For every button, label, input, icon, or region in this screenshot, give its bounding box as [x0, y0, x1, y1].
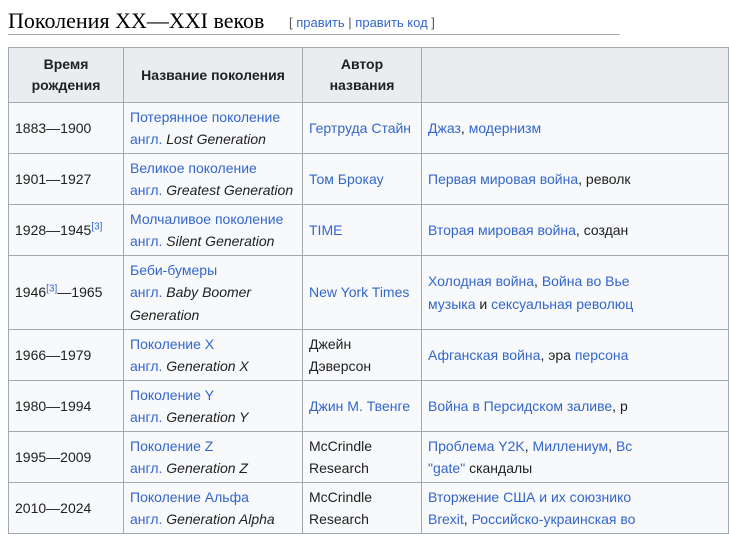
cell-years: 1980—1994	[9, 381, 124, 432]
event-link[interactable]: Проблема Y2K	[428, 437, 525, 454]
footnote-ref[interactable]: [3]	[91, 221, 103, 233]
event-link[interactable]: Вторжение США и их союзнико	[428, 488, 632, 505]
cell-events: Вторжение США и их союзнико Brexit, Российско-украинская во	[422, 483, 729, 534]
cell-years: 1995—2009	[9, 432, 124, 483]
cell-years: 1901—1927	[9, 154, 124, 205]
author-link[interactable]: TIME	[309, 221, 343, 238]
cell-author	[303, 483, 422, 534]
header-generation-name[interactable]: Название поколения	[124, 48, 303, 103]
english-abbr-link[interactable]: англ.	[130, 511, 163, 527]
author-line2: Research	[309, 511, 369, 527]
event-link[interactable]: Джаз	[428, 119, 461, 136]
header-author-line2: названия	[329, 77, 395, 93]
cell-years: 1883—1900	[9, 103, 124, 154]
event-link[interactable]: Миллениум	[532, 437, 609, 454]
english-name: англ. Lost Generation	[130, 131, 266, 147]
author-link[interactable]: Гертруда Стайн	[309, 119, 412, 136]
cell-author	[303, 432, 422, 483]
generation-name-link[interactable]: Поколение Альфа	[130, 488, 249, 505]
cell-author	[303, 330, 422, 381]
generation-name-link[interactable]: Молчаливое поколение	[130, 210, 284, 227]
event-link[interactable]: Война в Персидском заливе	[428, 397, 613, 414]
table-row	[9, 432, 729, 483]
english-name: англ. Generation Alpha	[130, 511, 275, 527]
generations-table	[8, 47, 729, 534]
english-abbr-link[interactable]: англ.	[130, 460, 163, 476]
english-abbr-link[interactable]: англ.	[130, 182, 163, 198]
table-row	[9, 483, 729, 534]
cell-events: Вторая мировая война, создан	[422, 205, 729, 256]
author-line2: Дэверсон	[309, 358, 372, 374]
english-abbr-link[interactable]: англ.	[130, 131, 163, 147]
generation-name-link[interactable]: Потерянное поколение	[130, 108, 281, 125]
generation-name-link[interactable]: Поколение Y	[130, 386, 215, 403]
event-link[interactable]: сексуальная революц	[491, 295, 634, 312]
cell-generation	[124, 103, 303, 154]
header-birth-time[interactable]	[9, 48, 124, 103]
edit-link[interactable]: править	[296, 15, 345, 30]
cell-years: 2010—2024	[9, 483, 124, 534]
event-link[interactable]: персона	[574, 346, 629, 363]
generation-name-link[interactable]: Поколение X	[130, 335, 215, 352]
english-name: англ. Greatest Generation	[130, 182, 294, 198]
author-line2: Research	[309, 460, 369, 476]
author-link[interactable]: Джин М. Твенге	[309, 397, 411, 414]
event-link[interactable]: Вс	[615, 437, 633, 454]
table-row	[9, 256, 729, 330]
edit-bracket-open: [	[289, 15, 293, 30]
cell-events: Холодная война, Война во Вье музыка и сексуальная революц	[422, 256, 729, 330]
cell-author	[303, 154, 422, 205]
generation-name-link[interactable]: Поколение Z	[130, 437, 214, 454]
edit-separator: |	[348, 15, 352, 30]
header-author[interactable]	[303, 48, 422, 103]
english-name: англ. Generation Y	[130, 409, 249, 425]
header-author-line1: Автор	[340, 56, 384, 72]
cell-generation	[124, 381, 303, 432]
header-events[interactable]	[422, 48, 729, 103]
cell-events: Проблема Y2K, Миллениум, Вс "gate" скандалы	[422, 432, 729, 483]
edit-code-link[interactable]: править код	[355, 15, 428, 30]
event-link[interactable]: музыка	[428, 295, 476, 312]
event-link[interactable]: Вторая мировая война	[428, 221, 576, 238]
table-row	[9, 205, 729, 256]
event-link[interactable]: Афганская война	[428, 346, 541, 363]
event-link[interactable]: Первая мировая война	[428, 170, 579, 187]
author-line1: McCrindle	[309, 437, 373, 454]
english-name: англ. Generation Z	[130, 460, 248, 476]
cell-years: 1928—1945[3]	[9, 205, 124, 256]
generation-name-link[interactable]: Великое поколение	[130, 159, 257, 176]
section-heading	[8, 6, 620, 35]
author-line1: Джейн	[309, 335, 352, 352]
generation-name-link[interactable]: Беби-бумеры	[130, 261, 218, 278]
cell-author	[303, 256, 422, 330]
cell-generation	[124, 205, 303, 256]
generations-table-wrapper	[8, 47, 636, 544]
english-abbr-link[interactable]: англ.	[130, 409, 163, 425]
english-abbr-link[interactable]: англ.	[130, 284, 163, 301]
cell-years: 1966—1979	[9, 330, 124, 381]
cell-generation	[124, 483, 303, 534]
footnote-ref[interactable]: [3]	[46, 283, 58, 295]
event-link[interactable]: модернизм	[468, 119, 542, 136]
english-name: англ. Generation X	[130, 358, 249, 374]
cell-generation	[124, 330, 303, 381]
event-link[interactable]: Война во Вье	[541, 273, 630, 289]
event-link[interactable]: "gate"	[428, 460, 466, 476]
edit-links	[289, 15, 435, 30]
section-title: Поколения XX—XXI веков	[8, 8, 265, 33]
cell-events: Джаз, модернизм	[422, 103, 729, 154]
cell-events: Война в Персидском заливе, р	[422, 381, 729, 432]
cell-generation	[124, 256, 303, 330]
english-abbr-link[interactable]: англ.	[130, 233, 163, 249]
event-link[interactable]: Холодная война	[428, 273, 535, 289]
table-row	[9, 103, 729, 154]
cell-generation	[124, 432, 303, 483]
english-name-cont: Generation	[130, 306, 200, 323]
english-abbr-link[interactable]: англ.	[130, 358, 163, 374]
event-link[interactable]: Российско-украинская во	[471, 511, 636, 527]
cell-events: Афганская война, эра персона	[422, 330, 729, 381]
header-birth-line1: Время	[43, 56, 89, 72]
table-row	[9, 381, 729, 432]
english-name: англ. Baby Boomer	[130, 284, 252, 301]
table-header-row	[9, 48, 729, 103]
event-link[interactable]: Brexit	[428, 511, 464, 527]
header-birth-line2: рождения	[31, 77, 101, 93]
cell-author	[303, 103, 422, 154]
table-row	[9, 154, 729, 205]
cell-generation	[124, 154, 303, 205]
table-row	[9, 330, 729, 381]
author-link[interactable]: Том Брокау	[309, 170, 384, 187]
author-link[interactable]: New York Times	[309, 284, 410, 301]
author-line1: McCrindle	[309, 488, 373, 505]
cell-events: Первая мировая война, револк	[422, 154, 729, 205]
english-name: англ. Silent Generation	[130, 233, 275, 249]
edit-bracket-close: ]	[431, 15, 435, 30]
cell-author	[303, 205, 422, 256]
cell-author	[303, 381, 422, 432]
cell-years: 1946[3]—1965	[9, 256, 124, 330]
